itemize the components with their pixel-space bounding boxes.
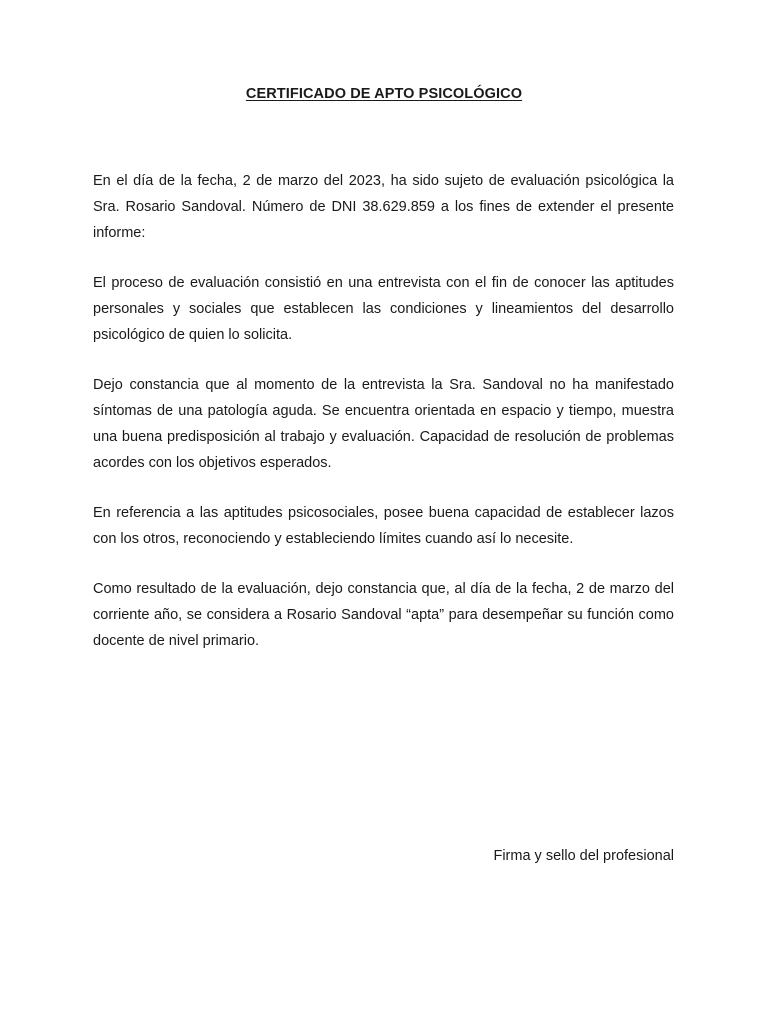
paragraph-evaluation-date: En el día de la fecha, 2 de marzo del 2023, ha sido sujeto de evaluación psicológica la Sra. Rosario Sandoval. Número de DNI 38.629.859 a los fines de extender el presente informe: xyxy=(93,173,674,241)
paragraph-evaluation-process: El proceso de evaluación consistió en una entrevista con el fin de conocer las aptitudes personales y sociales que establecen las condiciones y lineamientos del desarrollo psicológico de quien lo solicita. xyxy=(93,275,674,343)
paragraph-conclusion: Como resultado de la evaluación, dejo constancia que, al día de la fecha, 2 de marzo del corriente año, se considera a Rosario Sandoval “apta” para desempeñar su función como docente de nivel primario. xyxy=(93,581,674,649)
document-title: CERTIFICADO DE APTO PSICOLÓGICO xyxy=(245,86,523,102)
document-body xyxy=(93,168,674,678)
paragraph-psychosocial-aptitudes: En referencia a las aptitudes psicosociales, posee buena capacidad de establecer lazos con los otros, reconociendo y estableciendo límites cuando así lo necesite. xyxy=(93,505,674,547)
signature-line: Firma y sello del profesional xyxy=(493,848,674,864)
paragraph-interview-findings: Dejo constancia que al momento de la entrevista la Sra. Sandoval no ha manifestado síntomas de una patología aguda. Se encuentra orientada en espacio y tiempo, muestra una buena predisposición al trabajo y evaluación. Capacidad de resolución de problemas acordes con los objetivos esperados. xyxy=(93,377,674,471)
